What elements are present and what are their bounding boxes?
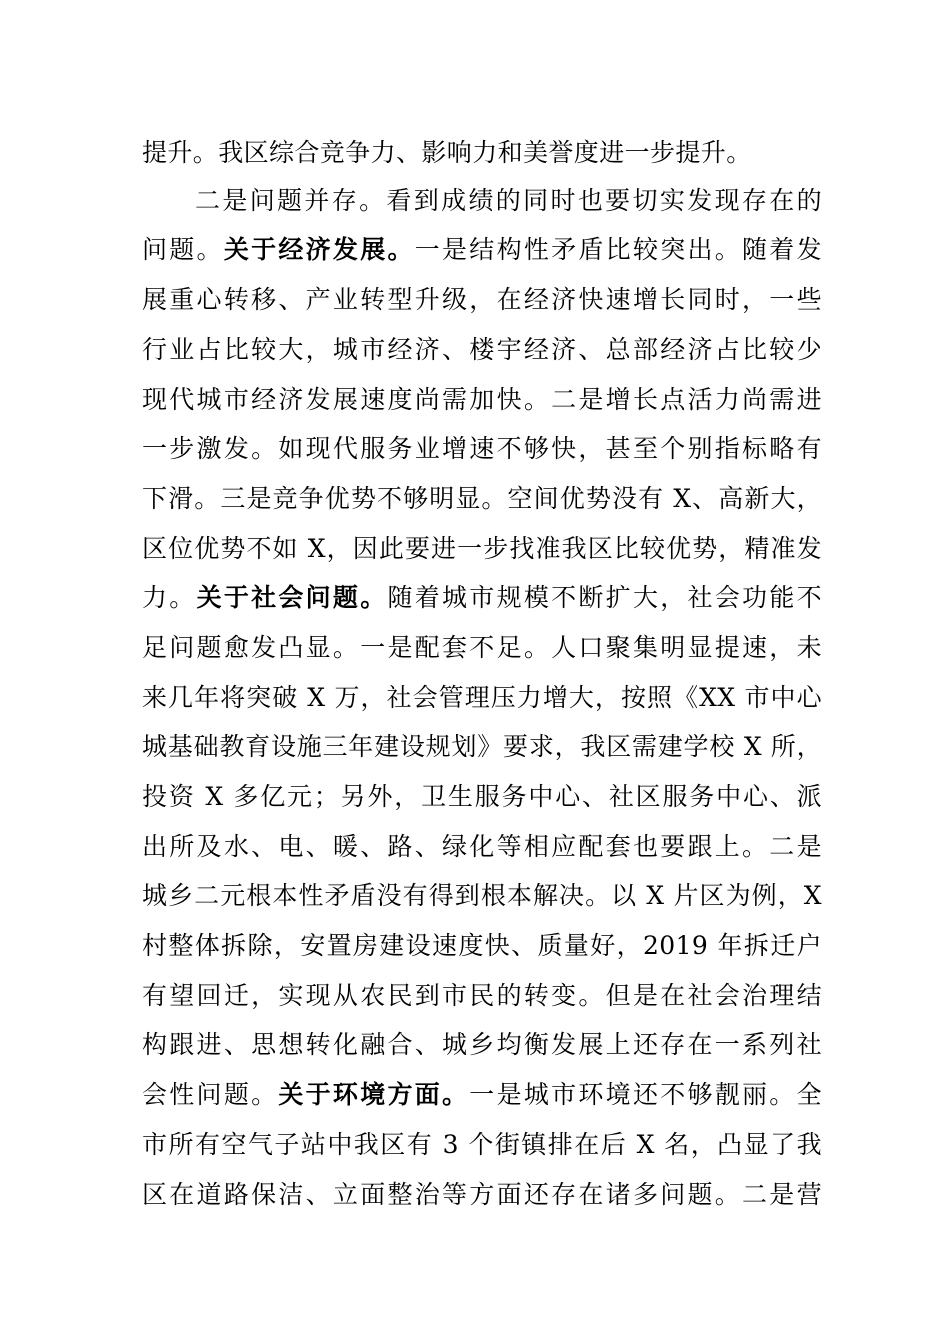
text-segment: 一是城市环境还不够靓丽。全 <box>469 1080 822 1109</box>
text-segment: 来几年将突破 X 万，社会管理压力增大，按照《XX 市中心 <box>142 683 822 712</box>
text-line <box>142 1170 822 1220</box>
text-segment: 一是结构性矛盾比较突出。随着发 <box>414 235 822 264</box>
text-segment: 问题。 <box>142 235 224 264</box>
text-segment: 一步激发。如现代服务业增速不够快，甚至个别指标略有 <box>142 434 822 463</box>
text-segment: 行业占比较大，城市经济、楼宇经济、总部经济占比较少 <box>142 335 822 364</box>
text-segment: 出所及水、电、暖、路、绿化等相应配套也要跟上。二是 <box>142 832 822 861</box>
text-line <box>142 921 822 971</box>
text-line <box>142 1070 822 1120</box>
text-line <box>142 375 822 425</box>
text-line <box>142 822 822 872</box>
text-segment: 会性问题。 <box>142 1080 279 1109</box>
bold-heading: 关于经济发展。 <box>223 235 415 264</box>
text-line <box>142 424 822 474</box>
text-line <box>142 1020 822 1070</box>
text-line <box>142 325 822 375</box>
text-segment: 市所有空气子站中我区有 3 个街镇排在后 X 名，凸显了我 <box>142 1130 822 1159</box>
text-line <box>142 673 822 723</box>
text-segment: 力。 <box>142 583 197 612</box>
text-segment: 构跟进、思想转化融合、城乡均衡发展上还存在一系列社 <box>142 1030 822 1059</box>
text-line <box>142 871 822 921</box>
text-line <box>142 722 822 772</box>
text-line <box>142 275 822 325</box>
text-segment: 城基础教育设施三年建设规划》要求，我区需建学校 X 所， <box>142 732 822 761</box>
text-line <box>142 573 822 623</box>
text-segment: 区位优势不如 X，因此要进一步找准我区比较优势，精准发 <box>142 534 822 563</box>
text-segment: 有望回迁，实现从农民到市民的转变。但是在社会治理结 <box>142 981 822 1010</box>
text-segment: 下滑。三是竞争优势不够明显。空间优势没有 X、高新大， <box>142 484 822 513</box>
text-segment: 展重心转移、产业转型升级，在经济快速增长同时，一些 <box>142 285 822 314</box>
text-segment: 城乡二元根本性矛盾没有得到根本解决。以 X 片区为例，X <box>142 881 822 910</box>
text-line <box>142 1120 822 1170</box>
paragraph-first-line <box>195 176 822 226</box>
bold-heading: 关于环境方面。 <box>278 1080 470 1109</box>
text-line <box>142 128 822 178</box>
text-segment: 提升。我区综合竞争力、影响力和美誉度进一步提升。 <box>142 138 752 167</box>
text-segment: 村整体拆除，安置房建设速度快、质量好，2019 年拆迁户 <box>142 931 822 960</box>
text-segment: 随着城市规模不断扩大，社会功能不 <box>387 583 822 612</box>
bold-heading: 关于社会问题。 <box>196 583 388 612</box>
text-segment: 区在道路保洁、立面整治等方面还存在诸多问题。二是营 <box>142 1180 822 1209</box>
text-line <box>142 772 822 822</box>
text-line <box>142 524 822 574</box>
text-segment: 足问题愈发凸显。一是配套不足。人口聚集明显提速，未 <box>142 633 822 662</box>
text-segment: 二是问题并存。看到成绩的同时也要切实发现存在的 <box>195 186 822 215</box>
text-segment: 投资 X 多亿元；另外，卫生服务中心、社区服务中心、派 <box>142 782 822 811</box>
text-line <box>142 225 822 275</box>
text-segment: 现代城市经济发展速度尚需加快。二是增长点活力尚需进 <box>142 385 822 414</box>
text-line <box>142 474 822 524</box>
text-line <box>142 971 822 1021</box>
text-line <box>142 623 822 673</box>
